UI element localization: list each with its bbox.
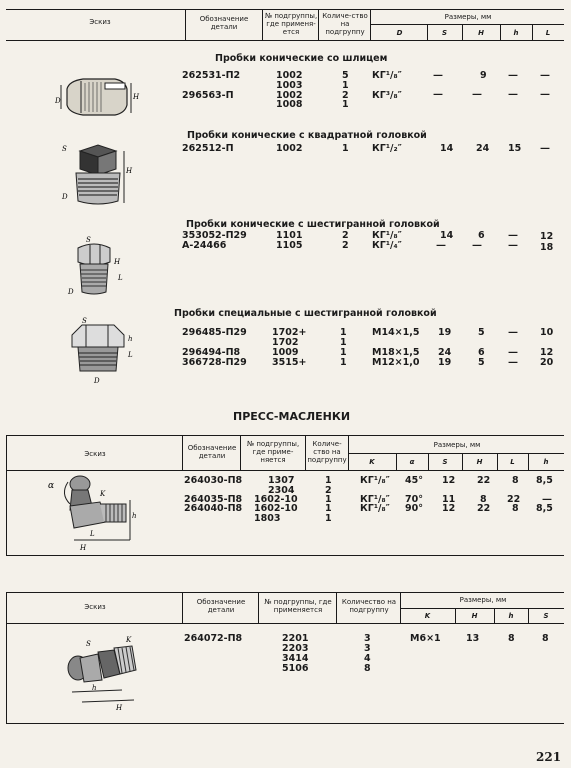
dim-D: М12×1,0 bbox=[372, 357, 420, 368]
svg-text:h: h bbox=[128, 335, 133, 343]
dim-D: М14×1,5 bbox=[372, 327, 420, 338]
col-H: H bbox=[478, 29, 484, 37]
svg-text:S: S bbox=[62, 145, 67, 153]
svg-text:D: D bbox=[62, 193, 68, 201]
dim-K: КГ¹/₈″ bbox=[360, 475, 390, 486]
group: 1702+ bbox=[272, 327, 307, 338]
group: 1002 bbox=[276, 70, 303, 81]
col-L: L bbox=[510, 458, 515, 466]
svg-text:D: D bbox=[55, 97, 61, 105]
svg-text:h: h bbox=[132, 512, 137, 520]
header-qty: Количе-ство на подгруппу bbox=[322, 12, 368, 36]
header-dims: Размеры, мм bbox=[433, 441, 481, 449]
group: 2201 bbox=[282, 633, 309, 644]
header-qty: Количество на подгруппу bbox=[341, 598, 397, 614]
header-sketch: Эскиз bbox=[84, 450, 106, 458]
dim-L: — bbox=[540, 70, 550, 81]
part-number: 296485-П29 bbox=[182, 327, 247, 338]
col-K: K bbox=[424, 612, 431, 620]
qty: 3 bbox=[364, 633, 371, 644]
part-number: 296494-П8 bbox=[182, 347, 241, 358]
group: 1002 bbox=[276, 143, 303, 154]
dim-K: КГ¹/₈″ bbox=[360, 503, 390, 514]
group: 1008 bbox=[276, 99, 303, 110]
square-head-plug-sketch bbox=[58, 143, 148, 211]
svg-text:S: S bbox=[82, 317, 87, 325]
svg-text:L: L bbox=[90, 530, 95, 538]
dim-H: 8 bbox=[480, 494, 487, 505]
part-number: 353052-П29 bbox=[182, 230, 247, 241]
svg-text:D: D bbox=[94, 377, 100, 385]
part-number: 264030-П8 bbox=[184, 475, 243, 486]
svg-text:K: K bbox=[126, 636, 132, 644]
group: 1803 bbox=[254, 513, 281, 524]
header-sketch: Эскиз bbox=[89, 18, 111, 26]
dim-L: 12 bbox=[540, 347, 554, 358]
svg-text:S: S bbox=[86, 236, 91, 244]
svg-text:H: H bbox=[114, 258, 121, 266]
dim-L: 22 bbox=[507, 494, 521, 505]
svg-text:H: H bbox=[126, 167, 133, 175]
part-number: 366728-П29 bbox=[182, 357, 247, 368]
dim-h: 15 bbox=[508, 143, 522, 154]
group: 1105 bbox=[276, 240, 303, 251]
svg-text:S: S bbox=[86, 640, 91, 648]
svg-text:h: h bbox=[92, 684, 97, 692]
group: 3414 bbox=[282, 653, 309, 664]
dim-L: — bbox=[540, 143, 550, 154]
qty: 1 bbox=[340, 357, 347, 368]
qty: 1 bbox=[342, 143, 349, 154]
group: 1003 bbox=[276, 80, 303, 91]
part-number: А-24466 bbox=[182, 240, 227, 251]
col-L: L bbox=[545, 29, 551, 37]
section-title: Пробки специальные с шестигранной головкой bbox=[174, 308, 437, 319]
dim-S: — bbox=[433, 70, 443, 81]
part-number: 262531-П2 bbox=[182, 70, 241, 81]
header-qty: Количе-ство на подгруппу bbox=[307, 440, 347, 464]
group: 1307 bbox=[268, 475, 295, 486]
dim-h: — bbox=[508, 89, 518, 100]
dim-S: — bbox=[433, 89, 443, 100]
qty: 2 bbox=[342, 230, 349, 241]
dim-D: М18×1,5 bbox=[372, 347, 420, 358]
slotted-plug-sketch bbox=[55, 75, 145, 120]
dim-alpha: 45° bbox=[405, 475, 423, 486]
group: 3515+ bbox=[272, 357, 307, 368]
dim-H: — bbox=[472, 240, 482, 251]
group: 2203 bbox=[282, 643, 309, 654]
dim-h: — bbox=[508, 70, 518, 81]
dim-S: 12 bbox=[442, 503, 456, 514]
dim-H: 9 bbox=[480, 70, 487, 81]
dim-S: 19 bbox=[438, 357, 452, 368]
dim-h: — bbox=[542, 494, 552, 505]
header-designation: Обозначение детали bbox=[187, 444, 237, 460]
col-h: h bbox=[508, 612, 514, 620]
dim-K: М6×1 bbox=[410, 633, 441, 644]
group: 1602-10 bbox=[254, 494, 298, 505]
dim-S: 24 bbox=[438, 347, 452, 358]
dim-h: — bbox=[508, 327, 518, 338]
special-hex-plug-sketch bbox=[64, 317, 144, 387]
dim-H: 6 bbox=[478, 230, 485, 241]
svg-text:H: H bbox=[80, 544, 87, 552]
qty: 1 bbox=[340, 327, 347, 338]
svg-text:K: K bbox=[100, 490, 106, 498]
dim-D: КГ¹/₄″ bbox=[372, 240, 402, 251]
col-h: h bbox=[513, 29, 519, 37]
col-S: S bbox=[442, 458, 448, 466]
dim-L: 12 bbox=[540, 231, 554, 242]
col-S: S bbox=[441, 29, 448, 37]
dim-D: КГ¹/₈″ bbox=[372, 70, 402, 81]
section-title: Пробки конические с квадратной головкой bbox=[187, 130, 427, 141]
dim-h: — bbox=[508, 230, 518, 241]
dim-alpha: 70° bbox=[405, 494, 423, 505]
dim-h: 8,5 bbox=[536, 475, 553, 486]
qty: 1 bbox=[325, 494, 332, 505]
dim-H: — bbox=[472, 89, 482, 100]
svg-text:L: L bbox=[118, 274, 123, 282]
section-heading-grease-fittings: ПРЕСС-МАСЛЕНКИ bbox=[233, 410, 351, 423]
qty: 4 bbox=[364, 653, 371, 664]
dim-S: 8 bbox=[542, 633, 549, 644]
dim-S: 14 bbox=[440, 143, 454, 154]
dim-H: 6 bbox=[478, 347, 485, 358]
angled-grease-fitting-sketch bbox=[40, 470, 140, 555]
dim-L: 8 bbox=[512, 503, 519, 514]
part-number: 262512-П bbox=[182, 143, 234, 154]
dim-H: 5 bbox=[478, 357, 485, 368]
page-number: 221 bbox=[536, 750, 562, 764]
col-H: H bbox=[476, 458, 483, 466]
col-S: S bbox=[543, 612, 549, 620]
qty: 1 bbox=[325, 513, 332, 524]
part-number: 264035-П8 bbox=[184, 494, 243, 505]
dim-D: КГ¹/₂″ bbox=[372, 143, 402, 154]
header-designation: Обозначение детали bbox=[196, 598, 246, 614]
qty: 1 bbox=[342, 99, 349, 110]
header-group-no: № подгруппы, где применя-ется bbox=[264, 12, 318, 36]
qty: 1 bbox=[340, 347, 347, 358]
dim-D: КГ¹/₈″ bbox=[372, 230, 402, 241]
group: 1009 bbox=[272, 347, 299, 358]
qty: 3 bbox=[364, 643, 371, 654]
svg-text:α: α bbox=[48, 481, 55, 491]
part-number: 264072-П8 bbox=[184, 633, 243, 644]
dim-alpha: 90° bbox=[405, 503, 423, 514]
dim-S: 12 bbox=[442, 475, 456, 486]
dim-H: 13 bbox=[466, 633, 480, 644]
dim-L: — bbox=[540, 89, 550, 100]
qty: 1 bbox=[342, 80, 349, 91]
group: 1602-10 bbox=[254, 503, 298, 514]
qty: 2 bbox=[325, 485, 332, 496]
hex-head-plug-sketch bbox=[62, 236, 137, 304]
part-number: 296563-П bbox=[182, 90, 234, 101]
svg-text:H: H bbox=[116, 704, 123, 712]
qty: 1 bbox=[325, 503, 332, 514]
col-D: D bbox=[396, 29, 403, 37]
header-dims: Размеры, мм bbox=[459, 596, 507, 604]
dim-h: — bbox=[508, 347, 518, 358]
col-alpha: α bbox=[409, 458, 415, 466]
group: 2304 bbox=[268, 485, 295, 496]
dim-H: 22 bbox=[477, 475, 491, 486]
dim-H: 24 bbox=[476, 143, 490, 154]
qty: 1 bbox=[340, 337, 347, 348]
qty: 2 bbox=[342, 240, 349, 251]
group: 1002 bbox=[276, 90, 303, 101]
header-sketch: Эскиз bbox=[84, 603, 106, 611]
header-group-no: № подгруппы, где применяется bbox=[264, 598, 332, 614]
dim-h: — bbox=[508, 357, 518, 368]
svg-text:D: D bbox=[68, 288, 74, 296]
header-group-no: № подгруппы, где приме-няется bbox=[246, 440, 300, 464]
dim-h: 8,5 bbox=[536, 503, 553, 514]
qty: 1 bbox=[325, 475, 332, 486]
dim-H: 22 bbox=[477, 503, 491, 514]
dim-D: КГ³/₈″ bbox=[372, 90, 402, 101]
qty: 5 bbox=[342, 70, 349, 81]
dim-h: — bbox=[508, 240, 518, 251]
svg-text:L: L bbox=[128, 351, 133, 359]
dim-S: 14 bbox=[440, 230, 454, 241]
dim-S: — bbox=[436, 240, 446, 251]
dim-S: 19 bbox=[438, 327, 452, 338]
dim-h: 8 bbox=[508, 633, 515, 644]
group: 1101 bbox=[276, 230, 303, 241]
qty: 2 bbox=[342, 90, 349, 101]
col-H: H bbox=[471, 612, 478, 620]
part-number: 264040-П8 bbox=[184, 503, 243, 514]
svg-text:H: H bbox=[133, 93, 140, 101]
group: 1702 bbox=[272, 337, 299, 348]
section-title: Пробки конические с шестигранной головкой bbox=[186, 219, 440, 230]
section-title: Пробки конические со шлицем bbox=[215, 53, 388, 64]
straight-grease-fitting-sketch bbox=[62, 630, 152, 715]
header-dims: Размеры, мм bbox=[444, 13, 492, 21]
dim-L: 20 bbox=[540, 357, 554, 368]
col-K: K bbox=[369, 458, 375, 466]
header-designation: Обозначение детали bbox=[199, 15, 249, 31]
qty: 8 bbox=[364, 663, 371, 674]
dim-L: 10 bbox=[540, 327, 554, 338]
col-h: h bbox=[543, 458, 549, 466]
dim-K: КГ¹/₈″ bbox=[360, 494, 390, 505]
dim-L: 8 bbox=[512, 475, 519, 486]
dim-L: 18 bbox=[540, 242, 554, 253]
group: 5106 bbox=[282, 663, 309, 674]
dim-S: 11 bbox=[442, 494, 456, 505]
dim-H: 5 bbox=[478, 327, 485, 338]
